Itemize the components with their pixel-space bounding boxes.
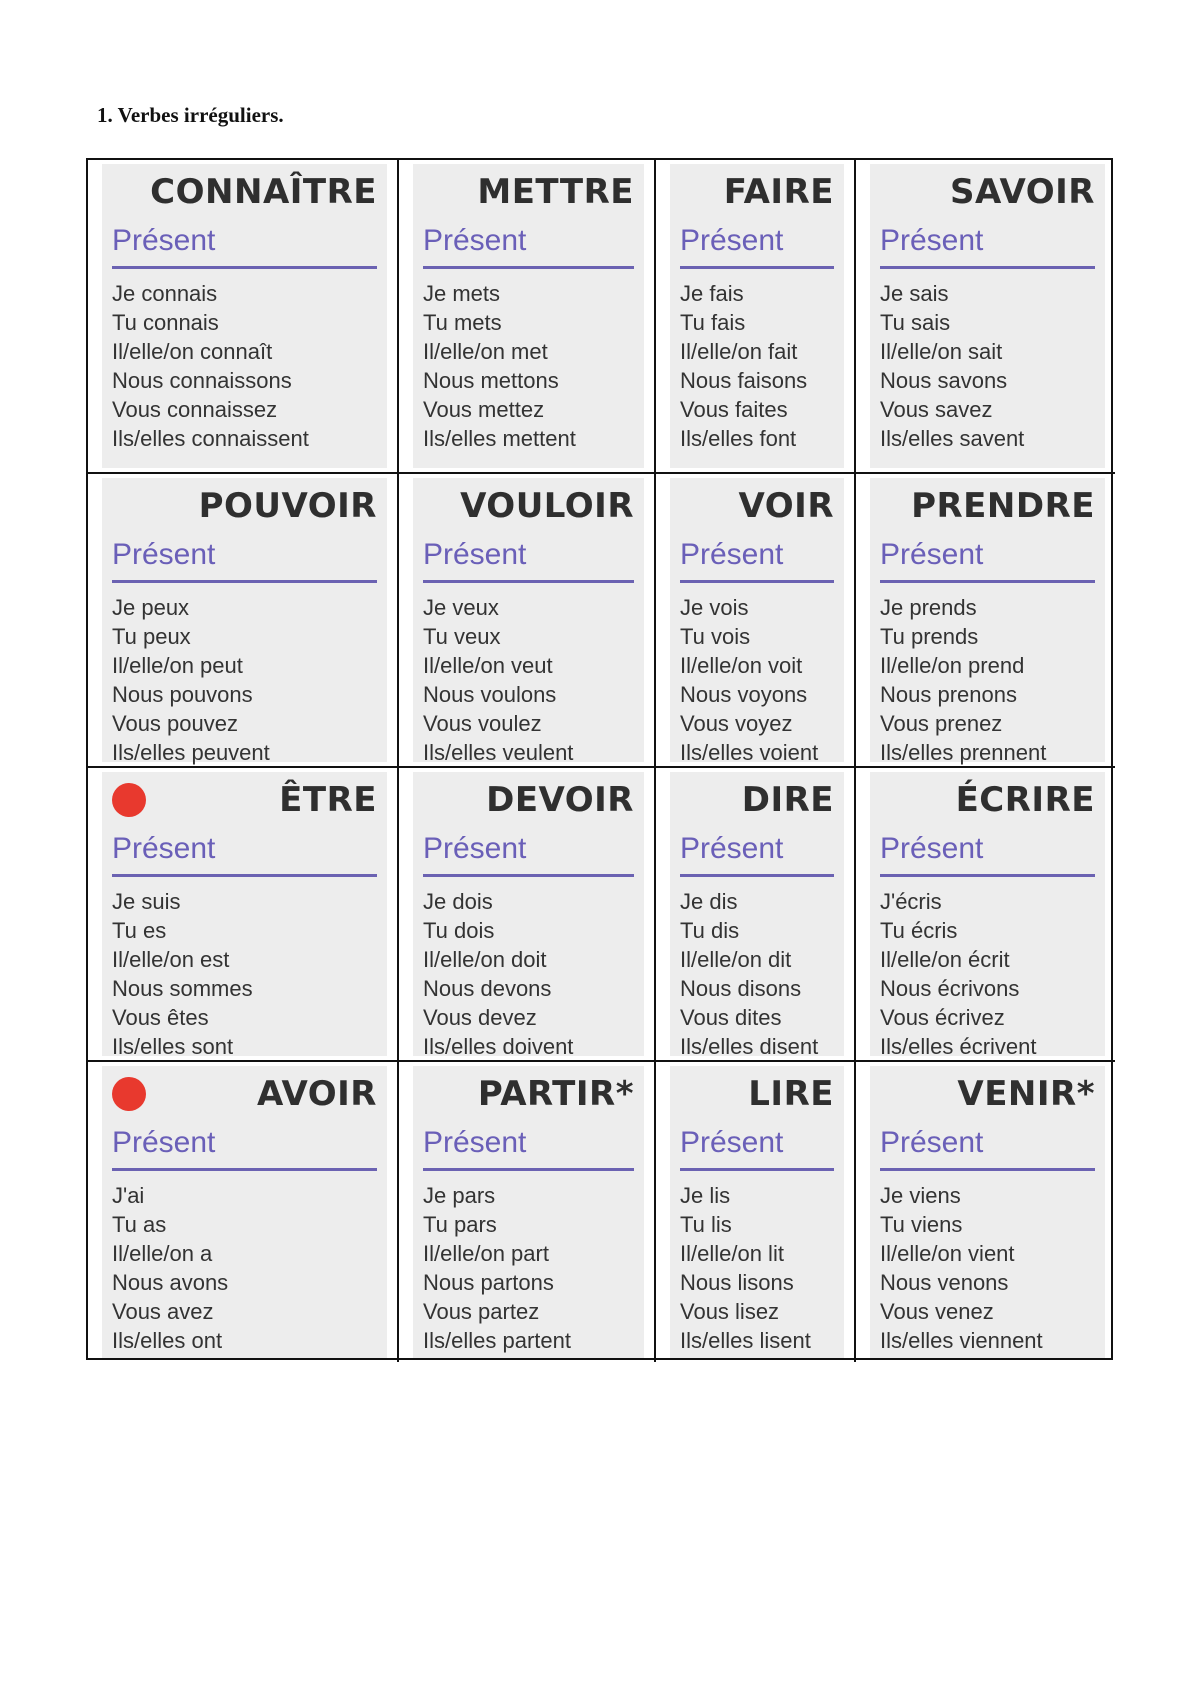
tense-label: Présent xyxy=(112,1126,377,1171)
conjugation-card xyxy=(870,478,1105,765)
conjugation-form: Il/elle/on veut xyxy=(423,653,553,678)
conjugation-form: Je vois xyxy=(680,595,749,620)
conjugation-form: Il/elle/on lit xyxy=(680,1241,784,1266)
conjugation-form: Ils/elles peuvent xyxy=(112,740,270,765)
conjugation-form: Vous lisez xyxy=(680,1299,780,1324)
conjugation-form: J'ai xyxy=(112,1183,145,1208)
conjugation-form: Nous voyons xyxy=(680,682,808,707)
verb-name: VOIR xyxy=(738,486,834,526)
tense-label: Présent xyxy=(112,538,377,583)
tense-label: Présent xyxy=(112,224,377,269)
conjugation-form: Il/elle/on sait xyxy=(880,339,1003,364)
tense-label: Présent xyxy=(680,538,834,583)
tense-label: Présent xyxy=(680,832,834,877)
verb-name: VOULOIR xyxy=(460,486,634,526)
verb-cell xyxy=(856,160,1115,474)
conjugation-list xyxy=(880,593,1095,767)
verb-name: METTRE xyxy=(477,172,634,212)
conjugation-form: Vous partez xyxy=(423,1299,540,1324)
conjugation-form: Je fais xyxy=(680,281,744,306)
conjugation-form: Vous avez xyxy=(112,1299,214,1324)
conjugation-card xyxy=(413,772,644,1059)
conjugation-card xyxy=(102,772,387,1059)
verb-cell xyxy=(399,768,656,1062)
verb-cell xyxy=(399,1062,656,1362)
verb-cell xyxy=(399,474,656,768)
conjugation-form: Vous voyez xyxy=(680,711,793,736)
conjugation-form: Il/elle/on a xyxy=(112,1241,213,1266)
conjugation-list xyxy=(880,887,1095,1061)
conjugation-card xyxy=(870,772,1105,1059)
conjugation-card xyxy=(413,164,644,468)
conjugation-form: Ils/elles partent xyxy=(423,1328,571,1353)
conjugation-form: Tu peux xyxy=(112,624,191,649)
conjugation-form: Vous mettez xyxy=(423,397,545,422)
conjugation-form: Il/elle/on prend xyxy=(880,653,1025,678)
verb-cell xyxy=(856,768,1115,1062)
conjugation-form: Il/elle/on vient xyxy=(880,1241,1015,1266)
conjugation-form: Il/elle/on doit xyxy=(423,947,547,972)
verb-header xyxy=(112,478,377,530)
tense-label: Présent xyxy=(680,1126,834,1171)
verb-cell xyxy=(656,474,856,768)
conjugation-form: Ils/elles font xyxy=(680,426,797,451)
conjugation-form: Je veux xyxy=(423,595,499,620)
conjugation-form: Je connais xyxy=(112,281,218,306)
conjugation-list xyxy=(112,593,377,767)
conjugation-form: Ils/elles voient xyxy=(680,740,819,765)
conjugation-form: Vous prenez xyxy=(880,711,1003,736)
tense-label: Présent xyxy=(880,224,1095,269)
conjugation-form: Tu écris xyxy=(880,918,958,943)
verb-cell xyxy=(88,474,399,768)
conjugation-list xyxy=(112,279,377,453)
conjugation-form: Je peux xyxy=(112,595,190,620)
tense-label: Présent xyxy=(423,224,634,269)
conjugation-form: Tu veux xyxy=(423,624,501,649)
conjugation-card xyxy=(670,772,844,1059)
conjugation-card xyxy=(870,164,1105,468)
verb-name: LIRE xyxy=(748,1074,834,1114)
tense-label: Présent xyxy=(423,1126,634,1171)
conjugation-form: Ils/elles savent xyxy=(880,426,1025,451)
conjugation-form: Nous connaissons xyxy=(112,368,292,393)
conjugation-form: Ils/elles mettent xyxy=(423,426,576,451)
conjugation-card xyxy=(413,1066,644,1358)
conjugation-form: Vous êtes xyxy=(112,1005,209,1030)
conjugation-form: Nous prenons xyxy=(880,682,1017,707)
conjugation-form: Vous venez xyxy=(880,1299,994,1324)
conjugation-list xyxy=(112,1181,377,1355)
red-dot-icon xyxy=(112,783,146,817)
conjugation-form: Nous lisons xyxy=(680,1270,794,1295)
conjugation-card xyxy=(670,478,844,765)
conjugation-form: Tu as xyxy=(112,1212,167,1237)
verb-cell xyxy=(656,1062,856,1362)
verb-cell xyxy=(88,160,399,474)
verb-name: FAIRE xyxy=(723,172,834,212)
tense-label: Présent xyxy=(880,1126,1095,1171)
conjugation-form: Ils/elles disent xyxy=(680,1034,819,1059)
verb-name: PARTIR* xyxy=(477,1074,634,1114)
conjugation-form: Il/elle/on dit xyxy=(680,947,792,972)
conjugation-form: Tu dois xyxy=(423,918,495,943)
verb-cell xyxy=(88,768,399,1062)
conjugation-card xyxy=(102,164,387,468)
conjugation-form: Ils/elles viennent xyxy=(880,1328,1043,1353)
conjugation-card xyxy=(102,1066,387,1358)
conjugation-form: Ils/elles ont xyxy=(112,1328,223,1353)
verb-header xyxy=(680,1066,834,1118)
conjugation-form: Tu pars xyxy=(423,1212,497,1237)
conjugation-form: Il/elle/on voit xyxy=(680,653,803,678)
tense-label: Présent xyxy=(680,224,834,269)
tense-label: Présent xyxy=(880,538,1095,583)
verb-header xyxy=(112,772,377,824)
verb-header xyxy=(423,1066,634,1118)
tense-label: Présent xyxy=(423,538,634,583)
verb-name: DEVOIR xyxy=(486,780,634,820)
verb-cell xyxy=(856,474,1115,768)
conjugation-form: Je lis xyxy=(680,1183,731,1208)
conjugation-form: Je viens xyxy=(880,1183,961,1208)
conjugation-form: Ils/elles veulent xyxy=(423,740,574,765)
conjugation-form: Nous mettons xyxy=(423,368,559,393)
conjugation-list xyxy=(680,1181,834,1355)
conjugation-list xyxy=(423,593,634,767)
conjugation-form: Vous dites xyxy=(680,1005,782,1030)
conjugation-form: Tu lis xyxy=(680,1212,732,1237)
verb-name: CONNAÎTRE xyxy=(150,172,377,212)
conjugation-form: Il/elle/on part xyxy=(423,1241,549,1266)
conjugation-form: Je suis xyxy=(112,889,181,914)
conjugation-form: Je sais xyxy=(880,281,949,306)
red-dot-icon xyxy=(112,1077,146,1111)
verb-header xyxy=(423,772,634,824)
verb-header xyxy=(423,164,634,216)
verb-cell xyxy=(399,160,656,474)
verb-cell xyxy=(856,1062,1115,1362)
conjugation-list xyxy=(112,887,377,1061)
verb-header xyxy=(880,478,1095,530)
tense-label: Présent xyxy=(423,832,634,877)
conjugation-form: Ils/elles lisent xyxy=(680,1328,811,1353)
verb-cell xyxy=(88,1062,399,1362)
conjugation-form: Ils/elles prennent xyxy=(880,740,1047,765)
verb-name: SAVOIR xyxy=(950,172,1095,212)
verb-name: DIRE xyxy=(741,780,834,820)
conjugation-form: Nous disons xyxy=(680,976,802,1001)
conjugation-form: Nous devons xyxy=(423,976,552,1001)
conjugation-form: Nous venons xyxy=(880,1270,1009,1295)
conjugation-form: Tu es xyxy=(112,918,167,943)
verb-name: ÊTRE xyxy=(279,780,377,820)
conjugation-form: Nous sommes xyxy=(112,976,253,1001)
conjugation-form: Vous pouvez xyxy=(112,711,238,736)
conjugation-form: Tu vois xyxy=(680,624,751,649)
conjugation-form: Nous avons xyxy=(112,1270,229,1295)
verb-name: AVOIR xyxy=(257,1074,377,1114)
verb-header xyxy=(680,164,834,216)
conjugation-form: Tu viens xyxy=(880,1212,963,1237)
conjugation-form: Nous savons xyxy=(880,368,1008,393)
conjugation-form: Il/elle/on écrit xyxy=(880,947,1010,972)
conjugation-list xyxy=(680,887,834,1061)
conjugation-list xyxy=(423,279,634,453)
conjugation-card xyxy=(870,1066,1105,1358)
conjugation-form: Je dois xyxy=(423,889,493,914)
conjugation-list xyxy=(680,593,834,767)
conjugation-form: Tu dis xyxy=(680,918,740,943)
conjugation-form: Ils/elles écrivent xyxy=(880,1034,1037,1059)
verb-header xyxy=(880,772,1095,824)
verb-header xyxy=(112,1066,377,1118)
conjugation-form: Il/elle/on connaît xyxy=(112,339,273,364)
conjugation-form: Nous partons xyxy=(423,1270,554,1295)
conjugation-form: Vous savez xyxy=(880,397,993,422)
verb-cell xyxy=(656,768,856,1062)
verb-header xyxy=(112,164,377,216)
conjugation-form: Tu connais xyxy=(112,310,219,335)
verb-header xyxy=(680,772,834,824)
conjugation-form: Nous écrivons xyxy=(880,976,1020,1001)
conjugation-list xyxy=(880,279,1095,453)
conjugation-form: Il/elle/on fait xyxy=(680,339,798,364)
verb-cell xyxy=(656,160,856,474)
conjugation-list xyxy=(423,1181,634,1355)
tense-label: Présent xyxy=(112,832,377,877)
conjugation-card xyxy=(102,478,387,765)
conjugation-form: Nous voulons xyxy=(423,682,557,707)
page-heading: 1. Verbes irréguliers. xyxy=(97,103,284,127)
conjugation-form: Je mets xyxy=(423,281,501,306)
conjugation-form: Vous voulez xyxy=(423,711,542,736)
conjugation-form: Tu mets xyxy=(423,310,502,335)
conjugation-form: Nous faisons xyxy=(680,368,808,393)
conjugation-form: Vous connaissez xyxy=(112,397,278,422)
tense-label: Présent xyxy=(880,832,1095,877)
conjugation-form: Nous pouvons xyxy=(112,682,253,707)
conjugation-form: Tu fais xyxy=(680,310,746,335)
conjugation-form: Il/elle/on met xyxy=(423,339,548,364)
verb-header xyxy=(423,478,634,530)
verb-header xyxy=(880,1066,1095,1118)
verb-header xyxy=(880,164,1095,216)
conjugation-form: Vous faites xyxy=(680,397,788,422)
conjugation-list xyxy=(423,887,634,1061)
conjugation-form: Ils/elles connaissent xyxy=(112,426,309,451)
conjugation-form: Je prends xyxy=(880,595,977,620)
conjugation-form: Tu prends xyxy=(880,624,979,649)
verb-table xyxy=(86,158,1113,1360)
verb-name: POUVOIR xyxy=(198,486,377,526)
conjugation-list xyxy=(880,1181,1095,1355)
conjugation-form: Ils/elles sont xyxy=(112,1034,234,1059)
conjugation-card xyxy=(413,478,644,765)
verb-name: ÉCRIRE xyxy=(955,780,1095,820)
conjugation-card xyxy=(670,1066,844,1358)
conjugation-list xyxy=(680,279,834,453)
conjugation-form: Ils/elles doivent xyxy=(423,1034,574,1059)
conjugation-form: Je pars xyxy=(423,1183,496,1208)
conjugation-card xyxy=(670,164,844,468)
verb-name: VENIR* xyxy=(957,1074,1095,1114)
conjugation-form: Vous écrivez xyxy=(880,1005,1005,1030)
conjugation-form: Il/elle/on est xyxy=(112,947,230,972)
verb-header xyxy=(680,478,834,530)
conjugation-form: Je dis xyxy=(680,889,738,914)
conjugation-form: Vous devez xyxy=(423,1005,537,1030)
conjugation-form: Tu sais xyxy=(880,310,951,335)
verb-name: PRENDRE xyxy=(911,486,1095,526)
conjugation-form: J'écris xyxy=(880,889,942,914)
conjugation-form: Il/elle/on peut xyxy=(112,653,243,678)
